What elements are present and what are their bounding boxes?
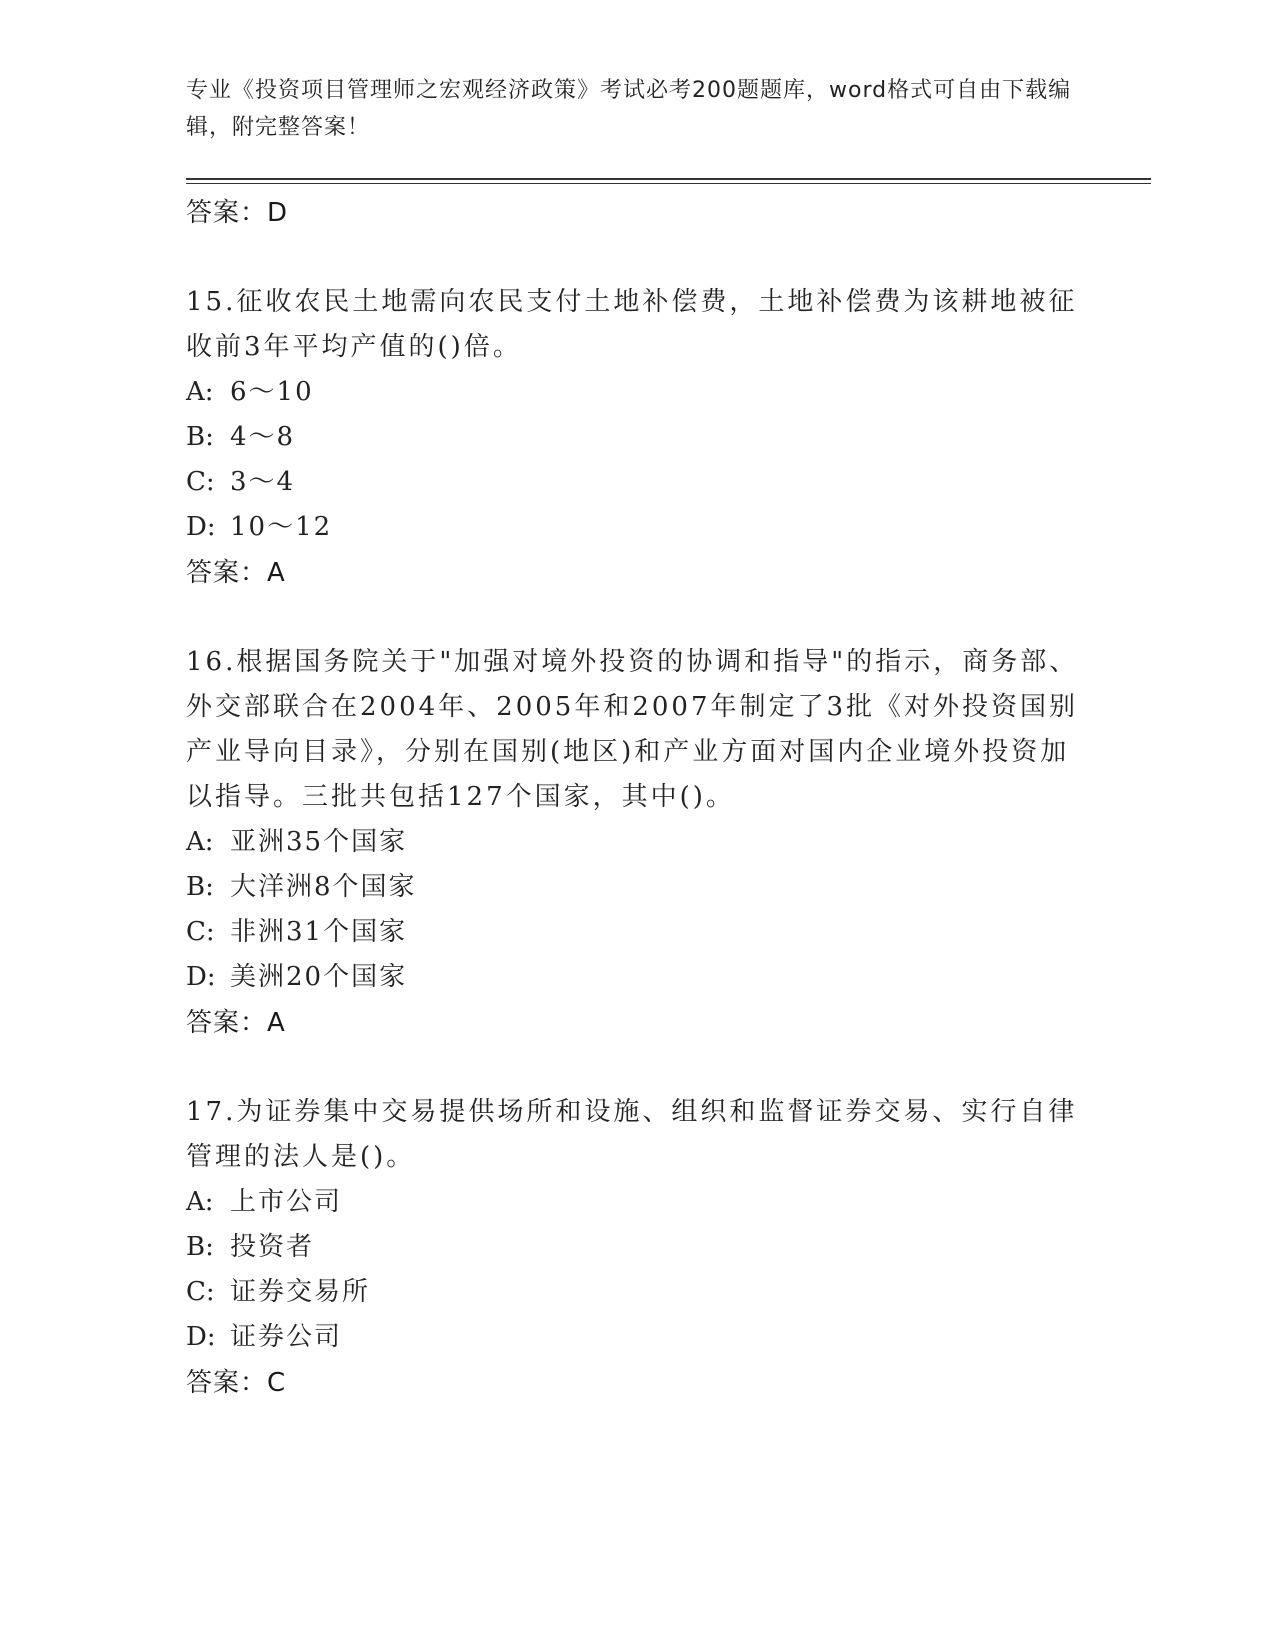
option-letter: C: [186,917,215,947]
previous-answer: 答案：D [186,198,289,228]
option-c [186,910,1086,955]
option-a [186,1180,1086,1225]
option-b [186,415,1086,460]
option-c [186,460,1086,505]
option-letter: A: [186,827,214,857]
option-text: 10～12 [230,512,333,542]
option-text: 大洋洲8个国家 [230,872,417,902]
option-b [186,865,1086,910]
option-text: 6～10 [230,377,314,407]
question-15 [186,280,1086,596]
option-letter: B: [186,872,214,902]
answer-line: 答案：A [186,1008,286,1038]
option-b [186,1225,1086,1270]
question-17 [186,1090,1086,1406]
option-text: 证券公司 [230,1322,343,1352]
option-d [186,955,1086,1000]
option-letter: D: [186,512,216,542]
option-text: 上市公司 [230,1187,343,1217]
option-text: 3～4 [230,467,296,497]
option-letter: A: [186,1187,214,1217]
option-letter: D: [186,1322,216,1352]
option-letter: B: [186,422,214,452]
answer-line: 答案：A [186,558,286,588]
answer-line: 答案：C [186,1368,287,1398]
question-16 [186,640,1086,1046]
document-header: 专业《投资项目管理师之宏观经济政策》考试必考200题题库，word格式可自由下载编辑，附完整答案！ [186,78,1072,140]
option-letter: A: [186,377,214,407]
question-text: 17.为证券集中交易提供场所和设施、组织和监督证券交易、实行自律管理的法人是()。 [186,1097,1078,1172]
header-rule-thick [186,178,1151,180]
option-letter: C: [186,467,215,497]
document-content [186,190,1086,1406]
option-letter: C: [186,1277,215,1307]
option-d [186,1315,1086,1360]
option-text: 投资者 [230,1232,315,1262]
option-text: 非洲31个国家 [230,917,408,947]
header-rule-thin [186,183,1151,184]
option-letter: D: [186,962,216,992]
option-text: 亚洲35个国家 [230,827,408,857]
question-text: 16.根据国务院关于"加强对境外投资的协调和指导"的指示，商务部、外交部联合在2004年、2005年和2007年制定了3批《对外投资国别产业导向目录》，分别在国别(地区)和产业方面对国内企业境外投资加以指导。三批共包括127个国家，其中()。 [186,647,1079,812]
option-c [186,1270,1086,1315]
option-a [186,820,1086,865]
option-text: 美洲20个国家 [230,962,408,992]
option-d [186,505,1086,550]
option-text: 4～8 [230,422,296,452]
question-text: 15.征收农民土地需向农民支付土地补偿费，土地补偿费为该耕地被征收前3年平均产值的()倍。 [186,287,1078,362]
option-a [186,370,1086,415]
option-text: 证券交易所 [230,1277,371,1307]
option-letter: B: [186,1232,214,1262]
